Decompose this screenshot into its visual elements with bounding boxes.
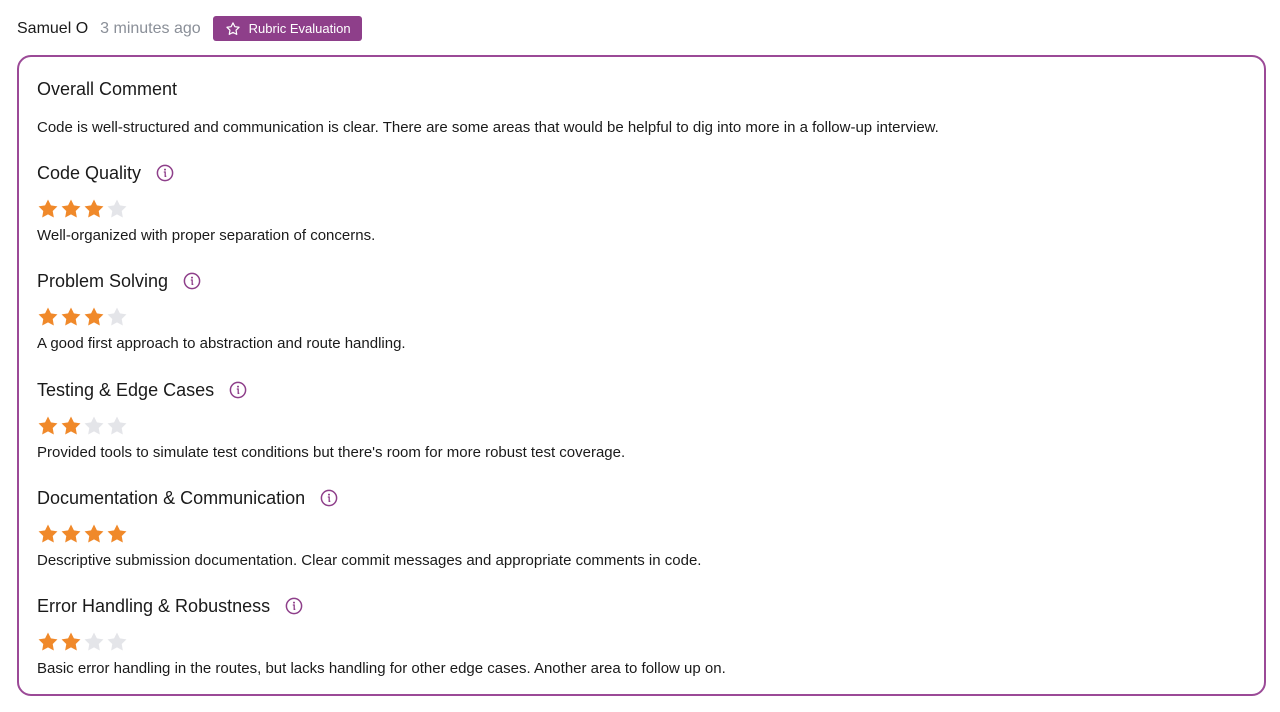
- star-empty-icon: [83, 415, 105, 437]
- criterion-title: Testing & Edge Cases: [37, 379, 215, 400]
- timestamp: 3 minutes ago: [100, 19, 201, 37]
- star-filled-icon: [60, 523, 82, 545]
- criterion-title: Error Handling & Robustness: [37, 595, 271, 616]
- badge-label: Rubric Evaluation: [248, 21, 351, 36]
- criterion-testing-edge-cases: [37, 379, 1187, 479]
- criterion-comment: Well-organized with proper separation of concerns.: [37, 227, 376, 244]
- info-icon[interactable]: [156, 164, 174, 182]
- criterion-error-handling-robustness: [37, 595, 1187, 695]
- star-empty-icon: [106, 198, 128, 220]
- star-filled-icon: [106, 523, 128, 545]
- star-filled-icon: [83, 198, 105, 220]
- overall-comment-text: Code is well-structured and communication is clear. There are some areas that would be helpful to dig into more in a follow-up interview.: [37, 119, 939, 136]
- criterion-problem-solving: [37, 270, 1187, 370]
- star-rating: [37, 415, 128, 437]
- star-filled-icon: [83, 523, 105, 545]
- star-filled-icon: [60, 631, 82, 653]
- star-rating: [37, 631, 128, 653]
- star-empty-icon: [106, 631, 128, 653]
- star-empty-icon: [83, 631, 105, 653]
- author-name[interactable]: Samuel O: [17, 19, 89, 37]
- star-filled-icon: [83, 306, 105, 328]
- info-icon[interactable]: [183, 272, 201, 290]
- star-filled-icon: [37, 415, 59, 437]
- star-filled-icon: [60, 415, 82, 437]
- star-rating: [37, 523, 128, 545]
- criterion-title: Code Quality: [37, 162, 142, 183]
- criterion-comment: A good first approach to abstraction and route handling.: [37, 335, 406, 352]
- criterion-documentation-communication: [37, 487, 1187, 587]
- info-icon[interactable]: [229, 381, 247, 399]
- star-rating: [37, 198, 128, 220]
- star-filled-icon: [60, 306, 82, 328]
- star-outline-icon: [225, 21, 241, 37]
- comment-header: [17, 16, 362, 41]
- star-filled-icon: [37, 523, 59, 545]
- star-filled-icon: [60, 198, 82, 220]
- info-icon[interactable]: [320, 489, 338, 507]
- star-rating: [37, 306, 128, 328]
- star-empty-icon: [106, 415, 128, 437]
- star-filled-icon: [37, 631, 59, 653]
- criterion-code-quality: [37, 162, 1187, 262]
- rubric-evaluation-card: [17, 55, 1266, 696]
- star-filled-icon: [37, 198, 59, 220]
- criterion-comment: Descriptive submission documentation. Clear commit messages and appropriate comments in code.: [37, 552, 702, 569]
- star-empty-icon: [106, 306, 128, 328]
- criterion-title: Documentation & Communication: [37, 487, 306, 508]
- rubric-evaluation-badge[interactable]: [213, 16, 362, 41]
- info-icon[interactable]: [285, 597, 303, 615]
- star-filled-icon: [37, 306, 59, 328]
- criterion-comment: Basic error handling in the routes, but lacks handling for other edge cases. Another area to follow up on.: [37, 660, 726, 677]
- criterion-comment: Provided tools to simulate test conditions but there's room for more robust test coverage.: [37, 444, 626, 461]
- criterion-title: Problem Solving: [37, 270, 169, 291]
- overall-comment-title: Overall Comment: [37, 79, 178, 99]
